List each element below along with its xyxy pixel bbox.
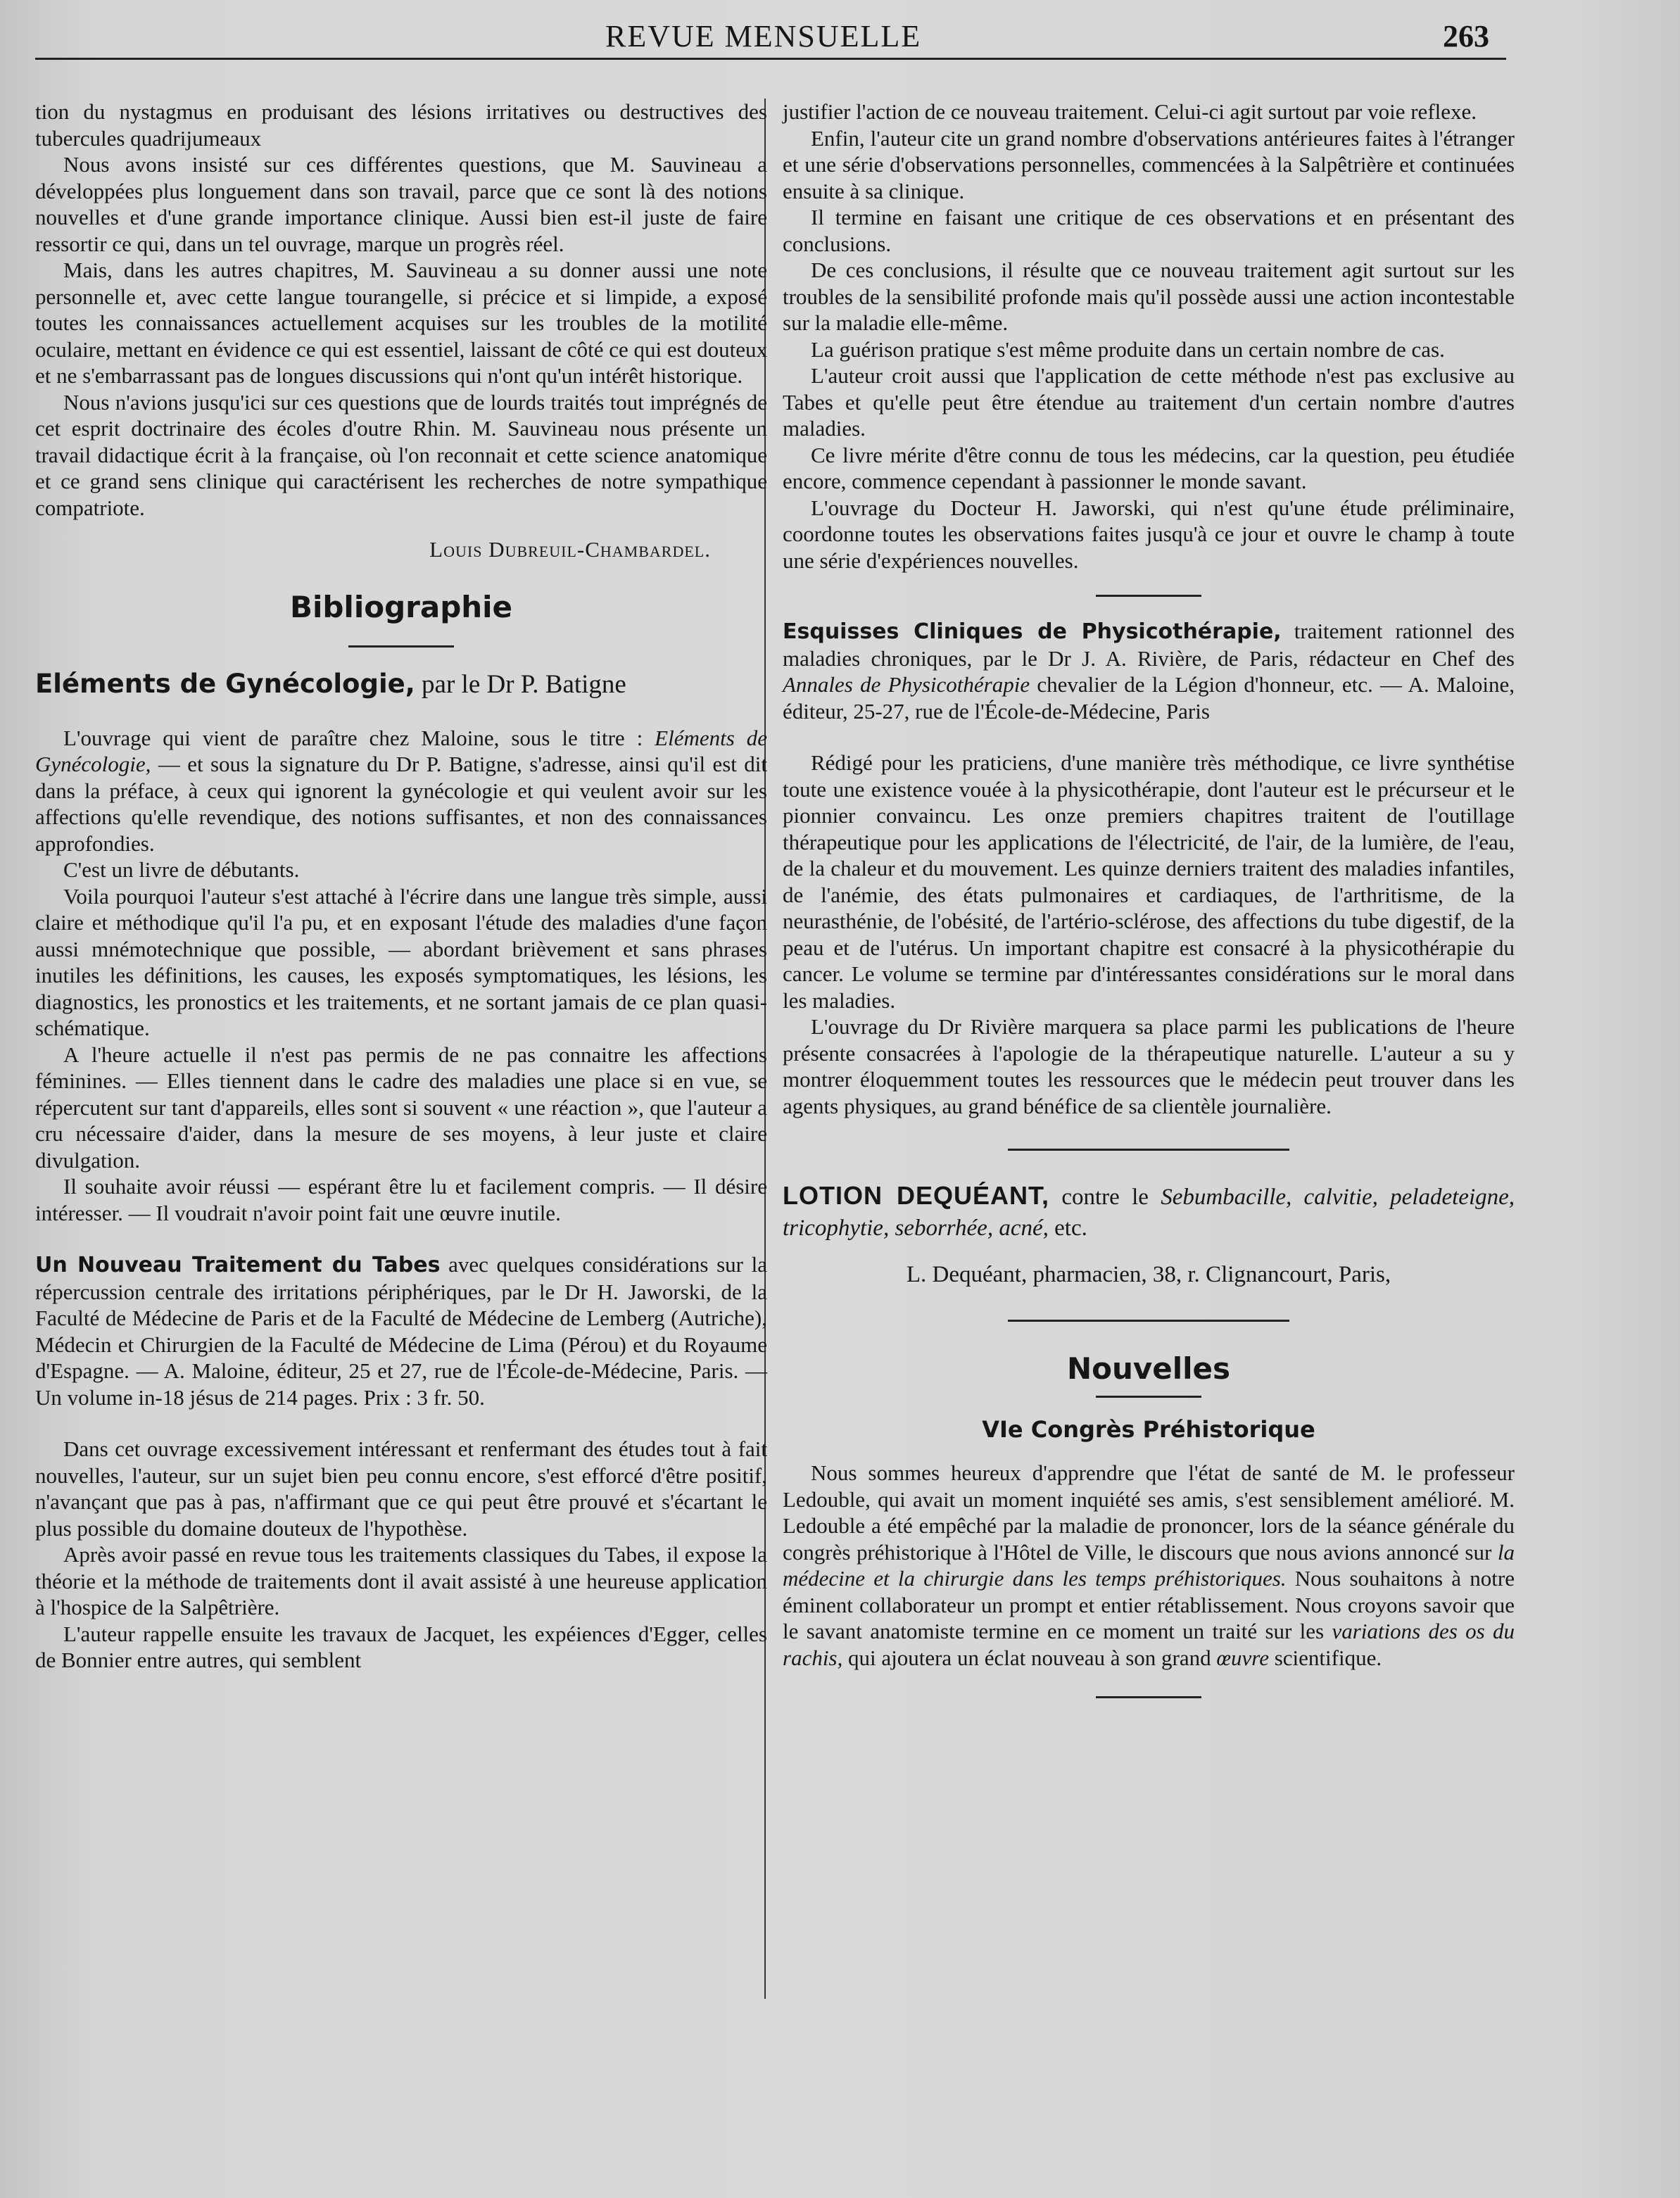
treatise-title: variations des os du rachis, (783, 1619, 1515, 1670)
section-title-nouvelles: Nouvelles (1066, 1351, 1231, 1386)
book-title-inline: Eléments de Gynécologie, (35, 725, 768, 776)
paragraph: Il termine en faisant une critique de ces observations et en présentant des conclusions. (783, 205, 1515, 256)
paragraph (35, 725, 767, 857)
reference-text: avec quelques considérations sur la répercussion centrale des irritations périphériques, par le Dr H. Jaworski, de la Faculté de Médecine de Paris et de la Faculté de Médecine de Lemberg (Autriche), Médecin et Chirurgien de la Faculté de Médecine de Lima (Pérou) et du Royaume d'Espagne. — A. Maloine, éditeur, 25 et 27, rue de l'École-de-Médecine, Paris. — Un volume in-18 jésus de 214 pages. Prix : 3 fr. 50. (35, 1252, 767, 1410)
paragraph: L'auteur croit aussi que l'application de cette méthode n'est pas exclusive au Tabes et qu'elle peut être étendue au traitement d'un certain nombre d'autres maladies. (783, 363, 1515, 441)
paragraph: Après avoir passé en revue tous les traitements classiques du Tabes, il expose la théorie et la méthode de traitements dont il avait assisté à une heureuse application à l'hospice de la Salpêtrière. (35, 1542, 767, 1619)
page-header (0, 13, 1680, 55)
advertiser-address: L. Dequéant, pharmacien, 38, r. Clignancourt, Paris, (906, 1262, 1391, 1287)
paragraph: Rédigé pour les praticiens, d'une manière très méthodique, ce livre synthétise toute une existence vouée à la physicothérapie, dont l'auteur est le précurseur et le pionnier convaincu. Les onze premiers chapitres traitent de l'outillage thérapeutique pour les applications de l'électricité, de l'air, de la lumière, de l'eau, de la chaleur et du mouvement. Les quinze derniers traitent des maladies infantiles, de l'anémie, des états pulmonaires et cardiaques, de l'arthritisme, de la neurasthénie, de l'obésité, de l'artério-sclérose, des affections du tube digestif, de la peau et de l'utérus. Un important chapitre est consacré à la physicothérapie du cancer. Le volume se termine par d'intéressantes considérations sur le moral dans les maladies. (783, 750, 1515, 1013)
paragraph: L'ouvrage du Docteur H. Jaworski, qui n'est qu'une étude préliminaire, coordonne toutes les observations faites jusqu'à ce jour et ouvre le champ à toute une série d'expériences nouvelles. (783, 495, 1515, 573)
text: Nous souhaitons à notre éminent collaborateur un prompt et entier rétablissement. Nous croyons savoir que le savant anatomiste termine en ce moment un traité sur les (783, 1566, 1515, 1643)
journal-title: Annales de Physicothérapie (783, 672, 1030, 697)
page-number: 263 (1443, 19, 1489, 53)
reference-text: chevalier de la Légion d'honneur, etc. — A. Maloine, éditeur, 25-27, rue de l'École-de-Médecine, Paris (783, 672, 1515, 724)
review-reference-esquisses (783, 618, 1515, 724)
text: L'ouvrage qui vient de paraître chez Maloine, sous le titre : (63, 725, 643, 750)
paragraph: Ce livre mérite d'être connu de tous les médecins, car la question, peu étudiée encore, commence cependant à passionner le monde savant. (783, 442, 1515, 493)
divider (348, 645, 454, 648)
review-title-gynecologie (35, 669, 767, 700)
lecture-title: la médecine et la chirurgie dans les temps préhistoriques. (783, 1539, 1515, 1591)
divider (1008, 1149, 1289, 1151)
text: — et sous la signature du Dr P. Batigne, s'adresse, ainsi qu'il est dit dans la préface, à ceux qui ignorent la gynécologie et qui veulent avoir sur les affections qu'elle revendique, des notions suffisantes, et non des connaissances approfondies. (35, 752, 768, 856)
header-rule (35, 58, 1506, 60)
book-title: Esquisses Cliniques de Physicothérapie, (783, 619, 1282, 644)
left-column (35, 99, 767, 1674)
divider (1008, 1320, 1289, 1322)
product-name: LOTION DEQUÉANT, (783, 1181, 1050, 1210)
divider (1096, 1696, 1201, 1698)
paragraph (783, 1460, 1515, 1671)
text: etc. (1054, 1215, 1087, 1241)
paragraph: A l'heure actuelle il n'est pas permis de ne pas connaitre les affections féminines. — Elles tiennent dans le cadre des maladies une place si en vue, se répercutent sur tant d'appareils, elles sont si souvent « une réaction », que l'auteur a cru nécessaire d'aider, dans la mesure de ses moyens, à leur juste et claire divulgation. (35, 1042, 767, 1173)
divider (1096, 595, 1201, 597)
book-title: Eléments de Gynécologie, (35, 668, 415, 699)
reference-text: traitement rationnel des maladies chroniques, par le Dr J. A. Rivière, de Paris, rédacteur en Chef des (783, 619, 1515, 671)
paragraph: La guérison pratique s'est même produite dans un certain nombre de cas. (811, 336, 1445, 362)
paragraph: tion du nystagmus en produisant des lésions irritatives ou destructives des tubercules quadrijumeaux (35, 99, 767, 151)
text: qui ajoutera un éclat nouveau à son grand (848, 1645, 1211, 1670)
paragraph: De ces conclusions, il résulte que ce nouveau traitement agit surtout sur les troubles de la sensibilité profonde mais qu'il possède aussi une action incontestable sur la maladie elle-même. (783, 258, 1515, 335)
signature: Louis Dubreuil-Chambardel. (429, 537, 711, 562)
paragraph: L'auteur rappelle ensuite les travaux de Jacquet, les expéiences d'Egger, celles de Bonnier entre autres, qui semblent (35, 1621, 767, 1672)
paragraph: L'ouvrage du Dr Rivière marquera sa place parmi les publications de l'heure présente consacrées à l'apologie de la thérapeutique naturelle. L'auteur a su y montrer éloquemment toutes les ressources que le médecin peut trouver dans les agents physiques, au grand bénéfice de sa clientèle journalière. (783, 1014, 1515, 1118)
text: scientifique. (1274, 1645, 1382, 1670)
running-title: REVUE MENSUELLE (605, 19, 922, 53)
paragraph: Nous avons insisté sur ces différentes questions, que M. Sauvineau a développées plus longuement dans son travail, parce que ce sont là des notions nouvelles et d'une grande importance clinique. Aussi bien est-il juste de faire ressortir ce qui, dans un tel ouvrage, marque un progrès réel. (35, 152, 767, 256)
indications: Sebumbacille, calvitie, peladeteigne, tricophytie, seborrhée, acné, (783, 1185, 1515, 1241)
right-column (783, 99, 1515, 1719)
paragraph: Nous n'avions jusqu'ici sur ces questions que de lourds traités tout imprégnés de cet esprit doctrinaire des écoles d'outre Rhin. M. Sauvineau nous présente un travail didactique écrit à la française, où l'on reconnait et cette science anatomique et ce grand sens clinique qui caractérisent les recherches de notre sympathique compatriote. (35, 389, 767, 520)
section-title-bibliographie: Bibliographie (289, 589, 513, 624)
divider (1096, 1396, 1201, 1398)
news-title: VIe Congrès Préhistorique (982, 1416, 1315, 1443)
review-reference-tabes (35, 1251, 767, 1410)
advertisement-lotion (783, 1180, 1515, 1244)
text: contre le (1061, 1185, 1149, 1210)
text: Nous sommes heureux d'apprendre que l'état de santé de M. le professeur Ledouble, qui avait un moment inquiété ses amis, s'est sensiblement amélioré. M. Ledouble a été empêché par la maladie de prononcer, lors de la séance générale du congrès préhistorique à l'Hôtel de Ville, le discours que nous avions annoncé sur (783, 1460, 1515, 1565)
paragraph: Voila pourquoi l'auteur s'est attaché à l'écrire dans une langue très simple, aussi claire et méthodique qu'il l'a pu, et en exposant l'étude des maladies d'une façon aussi mnémotechnique que possible, — abordant brièvement et sans phrases inutiles les définitions, les causes, les exposés symptomatiques, les lésions, les diagnostics, les pronostics et les traitements, et ne sortant jamais de ce plan quasi-schématique. (35, 883, 767, 1040)
book-author: par le Dr P. Batigne (422, 669, 626, 699)
paragraph: Mais, dans les autres chapitres, M. Sauvineau a su donner aussi une note personnelle et, avec cette langue tourangelle, si précice et si limpide, a exposé toutes les connaissances actuellement acquises sur les troubles de la motilité oculaire, mettant en évidence ce qui est essentiel, laissant de côté ce qui est douteux et ne s'embarrassant pas de longues discussions qui n'ont qu'un intérêt historique. (35, 258, 767, 388)
paragraph: Il souhaite avoir réussi — espérant être lu et facilement compris. — Il désire intéresser. — Il voudrait n'avoir point fait une œuvre inutile. (35, 1174, 767, 1225)
paragraph: C'est un livre de débutants. (63, 857, 300, 882)
text-italic: œuvre (1216, 1645, 1269, 1670)
book-title: Un Nouveau Traitement du Tabes (35, 1253, 441, 1277)
paragraph: justifier l'action de ce nouveau traitement. Celui-ci agit surtout par voie reflexe. (783, 99, 1477, 124)
paragraph: Dans cet ouvrage excessivement intéressant et renfermant des études tout à fait nouvelles, l'auteur, sur un sujet bien peu connu encore, s'est efforcé d'être positif, n'avançant que pas à pas, n'affirmant que ce qui peut être prouvé et s'écartant le plus possible du domaine douteux de l'hypothèse. (35, 1436, 767, 1541)
paragraph: Enfin, l'auteur cite un grand nombre d'observations antérieures faites à l'étranger et une série d'observations personnelles, commencées à la Salpêtrière et continuées ensuite à sa clinique. (783, 125, 1515, 203)
